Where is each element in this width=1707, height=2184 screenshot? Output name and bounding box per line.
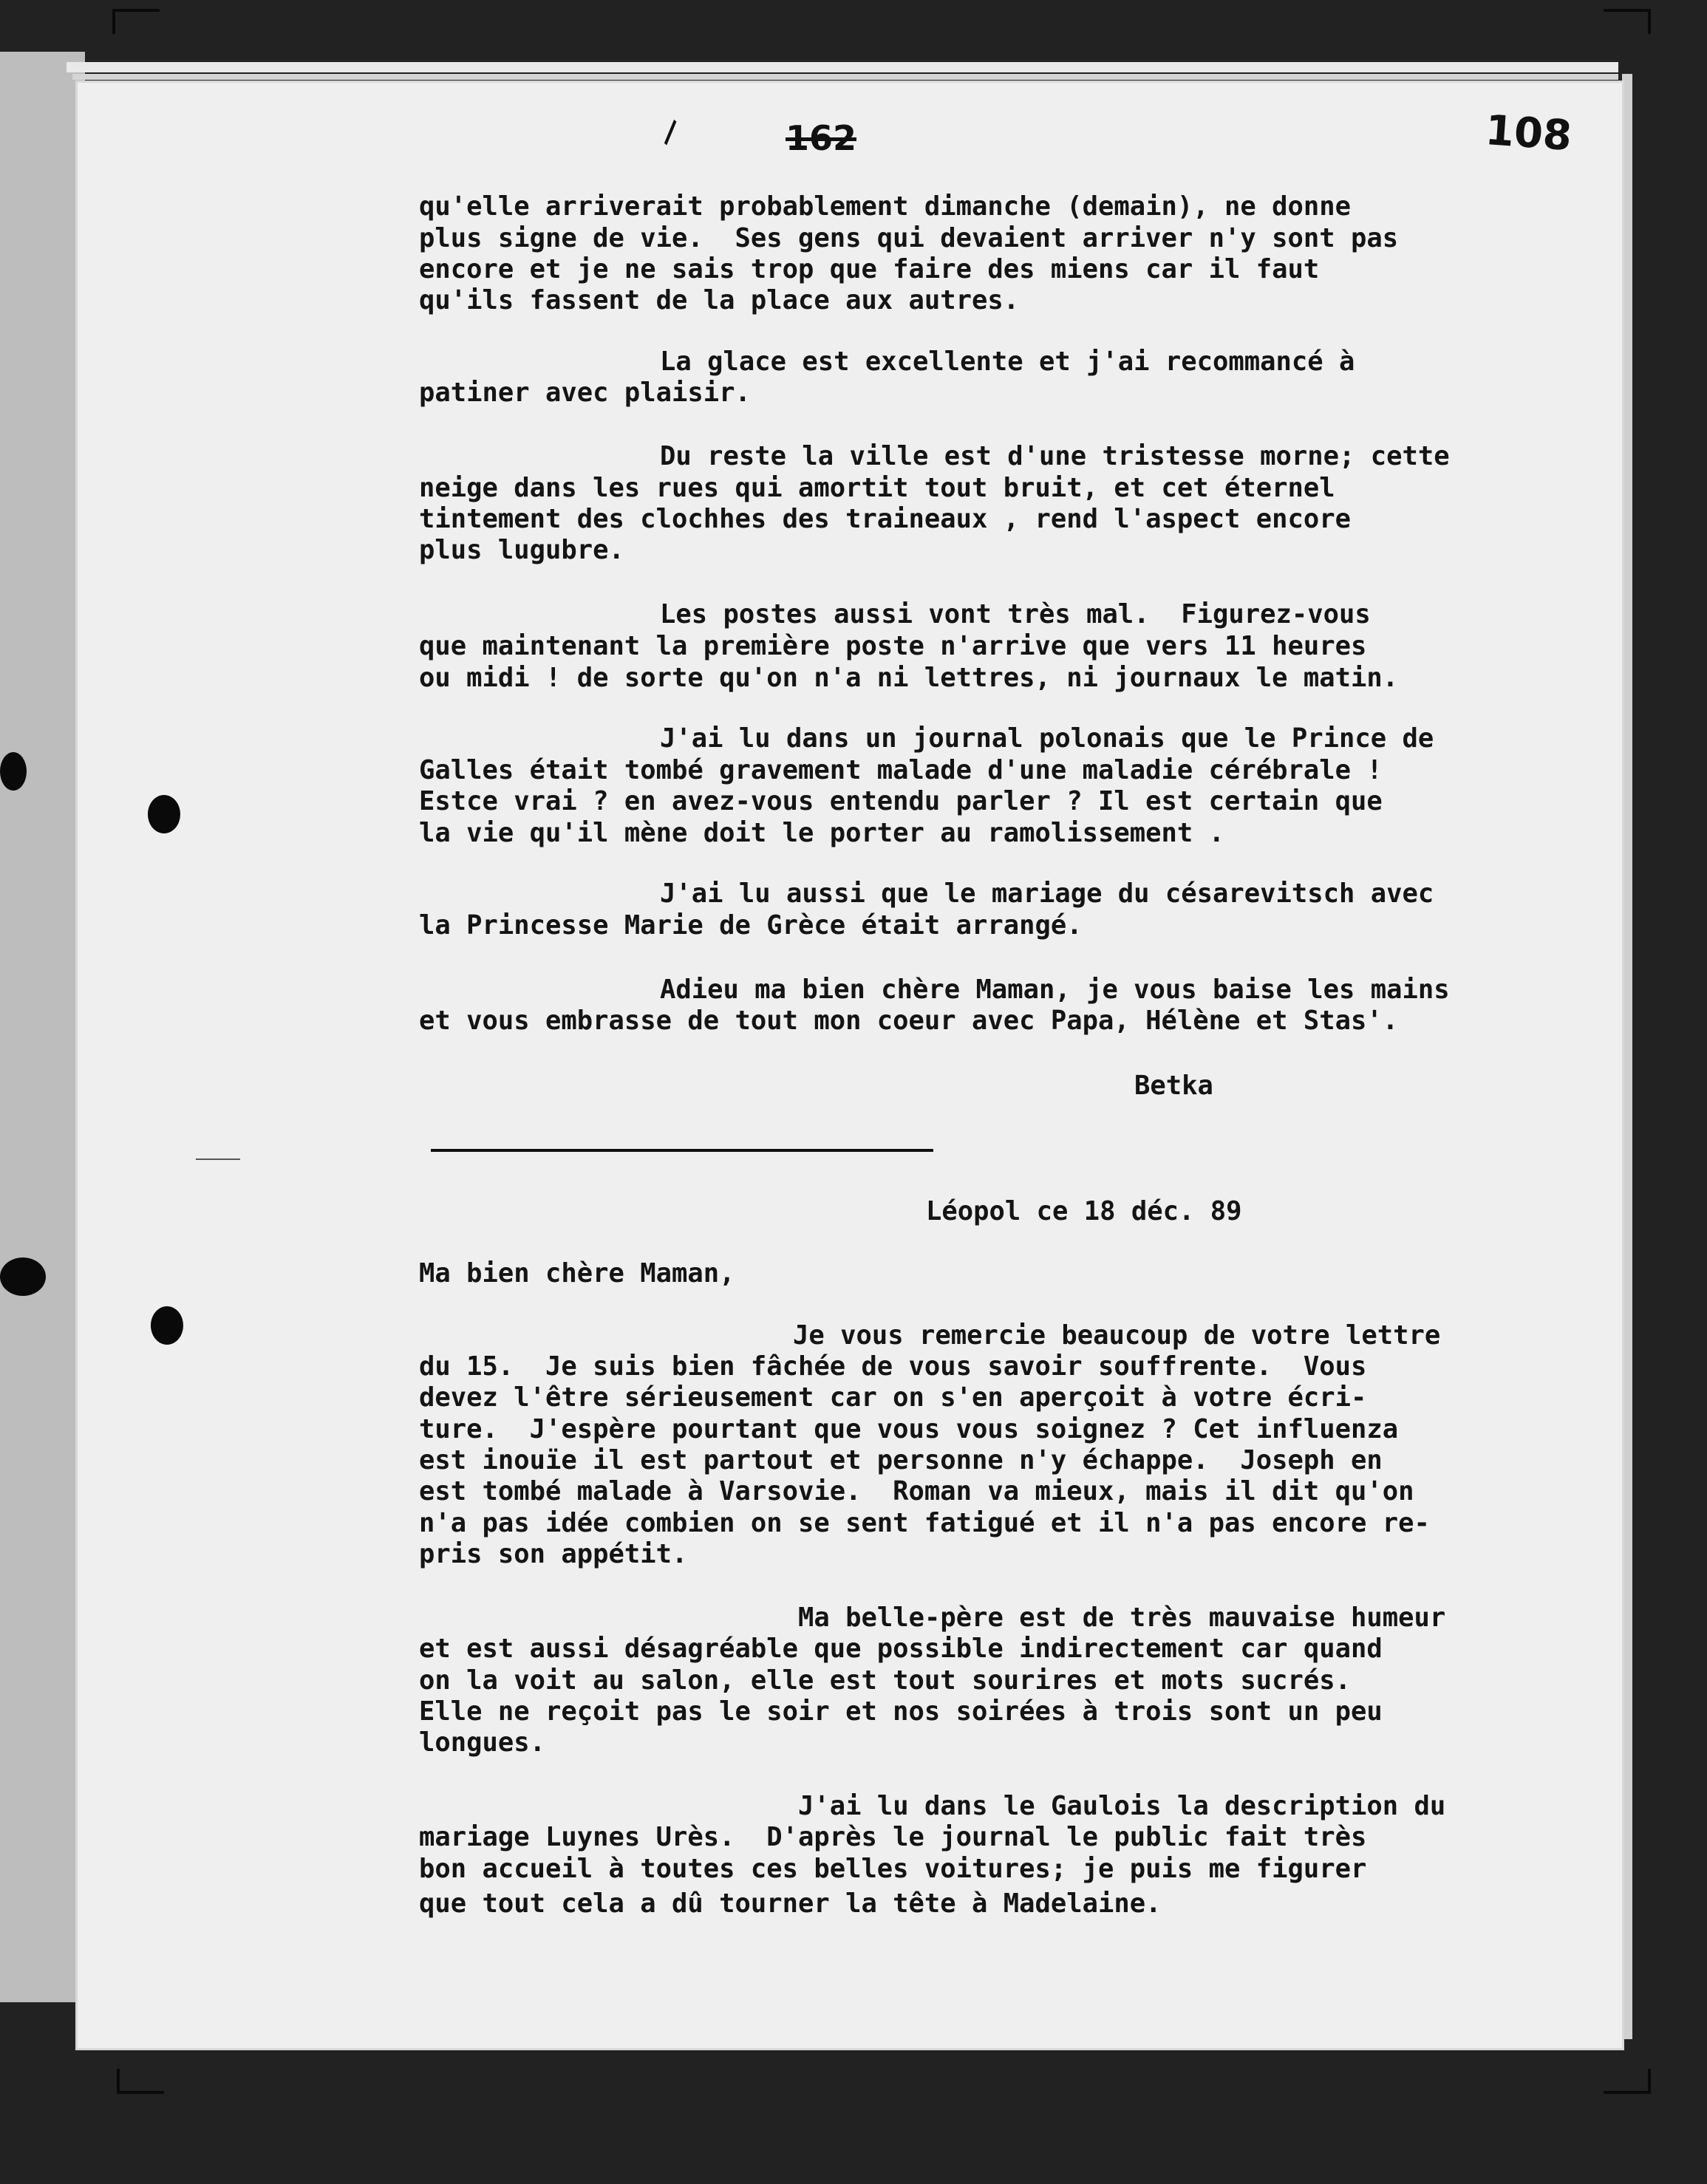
text-line: et vous embrasse de tout mon coeur avec Papa, Hélène et Stas'. [419,1006,1399,1036]
crop-mark [117,2069,164,2094]
page-number: 108 [1483,106,1574,160]
page-stack-edge [67,62,1618,72]
text-line: est tombé malade à Varsovie. Roman va mieux, mais il dit qu'on [419,1476,1414,1506]
text-line: Galles était tombé gravement malade d'une maladie cérébrale ! [419,755,1383,785]
text-line: que tout cela a dû tourner la tête à Madelaine. [419,1888,1162,1919]
text-line: que maintenant la première poste n'arrive que vers 11 heures [419,631,1367,661]
text-line: encore et je ne sais trop que faire des miens car il faut [419,254,1320,284]
text-line: du 15. Je suis bien fâchée de vous savoir souffrente. Vous [419,1351,1367,1382]
text-line: qu'elle arriverait probablement dimanche (demain), ne donne [419,191,1351,222]
page-stack-edge [72,74,1618,80]
text-line: neige dans les rues qui amortit tout bruit, et cet éternel [419,473,1335,503]
text-line: Betka [1134,1071,1213,1101]
crop-mark [1604,9,1651,34]
text-line: bon accueil à toutes ces belles voitures; je puis me figurer [419,1854,1367,1884]
text-line: Léopol ce 18 déc. 89 [926,1196,1242,1226]
text-line: Je vous remercie beaucoup de votre lettre [793,1320,1441,1351]
text-line: Elle ne reçoit pas le soir et nos soirées à trois sont un peu [419,1696,1383,1727]
text-line: Les postes aussi vont très mal. Figurez-vous [660,599,1371,629]
text-line: la vie qu'il mène doit le porter au ramolissement . [419,818,1225,848]
text-line: J'ai lu aussi que le mariage du césarevitsch avec [660,878,1434,909]
text-line: Adieu ma bien chère Maman, je vous baise les mains [660,975,1450,1005]
punch-hole [151,1306,183,1345]
text-line: longues. [419,1727,545,1758]
text-line: mariage Luynes Urès. D'après le journal le public fait très [419,1822,1367,1852]
text-line: la Princesse Marie de Grèce était arrangé. [419,910,1083,941]
text-line: on la voit au salon, elle est tout sourires et mots sucrés. [419,1665,1351,1696]
text-line: pris son appétit. [419,1539,688,1569]
backing-board [0,52,85,2002]
margin-tick [196,1158,240,1160]
crop-mark [1604,2069,1651,2094]
text-line: La glace est excellente et j'ai recommancé à [660,347,1355,377]
text-line: Du reste la ville est d'une tristesse morne; cette [660,441,1450,471]
text-line: patiner avec plaisir. [419,378,751,408]
signature-separator [431,1149,933,1152]
text-line: Ma bien chère Maman, [419,1258,735,1289]
text-line: n'a pas idée combien on se sent fatigué et il n'a pas encore re- [419,1508,1430,1538]
crop-mark [112,9,160,34]
text-line: Estce vrai ? en avez-vous entendu parler ? Il est certain que [419,786,1383,816]
pen-tick-mark: \ [655,115,686,149]
text-line: J'ai lu dans le Gaulois la description du [798,1791,1446,1821]
text-line: et est aussi désagréable que possible indirectement car quand [419,1634,1383,1664]
text-line: ture. J'espère pourtant que vous vous soignez ? Cet influenza [419,1414,1399,1444]
punch-hole [0,752,27,791]
text-line: devez l'être sérieusement car on s'en aperçoit à votre écri- [419,1382,1367,1413]
page-stack-edge [1622,74,1632,2039]
text-line: J'ai lu dans un journal polonais que le Prince de [660,723,1434,754]
text-line: plus lugubre. [419,535,624,565]
punch-hole [0,1257,46,1296]
text-line: plus signe de vie. Ses gens qui devaient arriver n'y sont pas [419,223,1399,253]
punch-hole [148,795,180,833]
text-line: est inouïe il est partout et personne n'y échappe. Joseph en [419,1445,1383,1475]
document-page [78,83,1622,2048]
text-line: qu'ils fassent de la place aux autres. [419,285,1020,315]
text-line: tintement des clochhes des traineaux , rend l'aspect encore [419,504,1351,534]
text-line: ou midi ! de sorte qu'on n'a ni lettres, ni journaux le matin. [419,663,1399,693]
text-line: Ma belle-père est de très mauvaise humeur [798,1603,1446,1633]
struck-page-number: 162 [786,118,857,158]
